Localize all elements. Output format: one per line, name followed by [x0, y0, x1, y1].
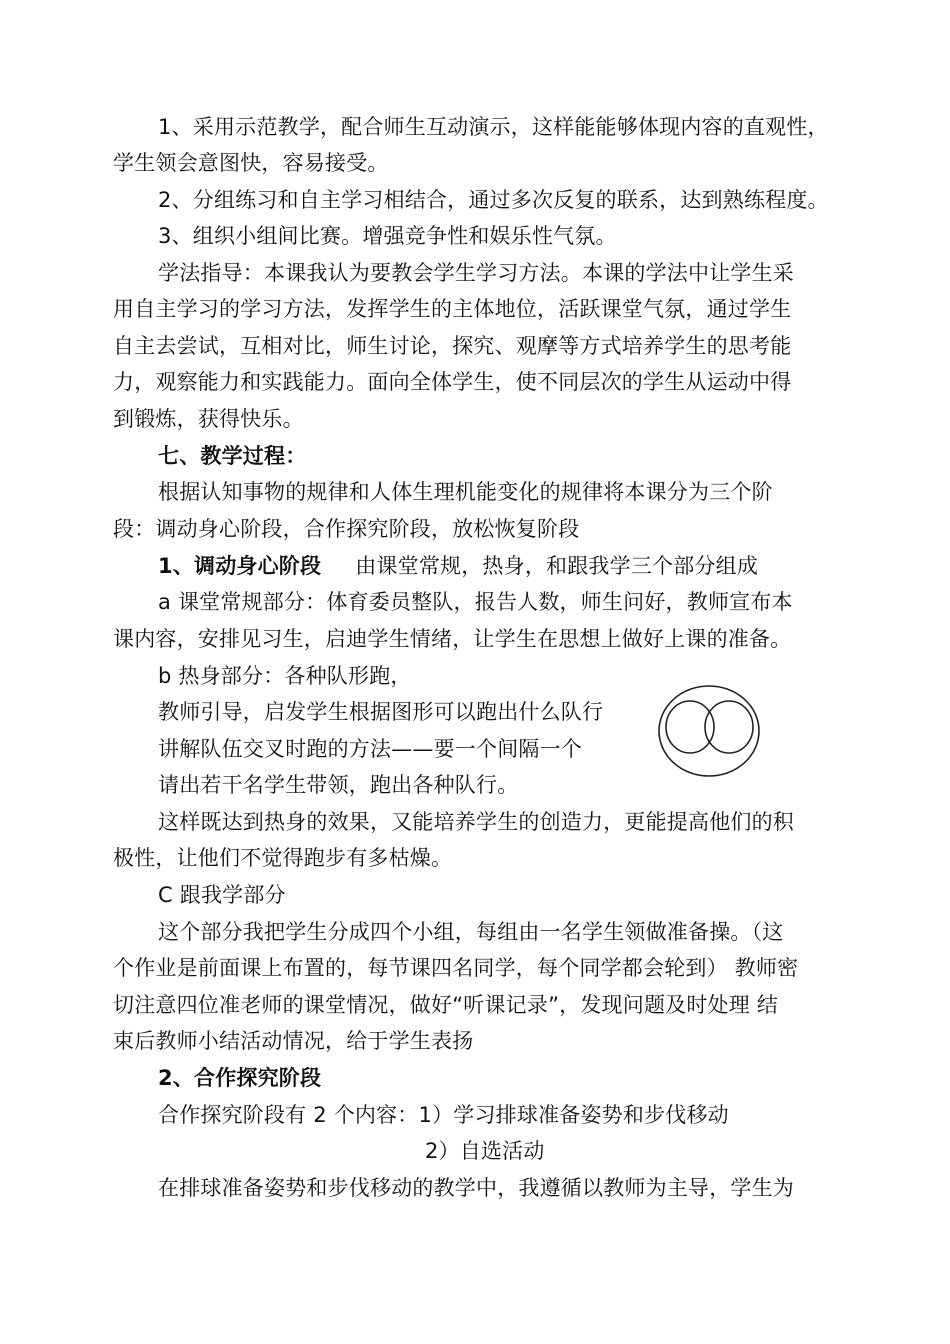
paragraph-line: 极性，让他们不觉得跑步有多枯燥。 [113, 846, 453, 870]
paragraph-line: 束后教师小结活动情况，给于学生表扬 [113, 1029, 474, 1053]
outer-circle [659, 686, 759, 776]
paragraph-line: 自主去尝试，互相对比，师生讨论，探究、观摩等方式培养学生的思考能 [113, 334, 792, 358]
paragraph-line: C 跟我学部分 [158, 883, 286, 907]
paragraph-line: 学法指导：本课我认为要教会学生学习方法。本课的学法中让学生采 [158, 261, 794, 285]
paragraph-line: 课内容，安排见习生，启迪学生情绪，让学生在思想上做好上课的准备。 [113, 627, 792, 651]
paragraph-line: 在排球准备姿势和步伐移动的教学中，我遵循以教师为主导，学生为 [158, 1176, 794, 1200]
paragraph-line: 力，观察能力和实践能力。面向全体学生，使不同层次的学生从运动中得 [113, 370, 792, 394]
stage-description: 由课堂常规，热身，和跟我学三个部分组成 [355, 554, 759, 578]
paragraph-line: 根据认知事物的规律和人体生理机能变化的规律将本课分为三个阶 [158, 480, 773, 504]
paragraph-line: 切注意四位准老师的课堂情况，做好“听课记录”，发现问题及时处理 结 [113, 993, 779, 1017]
paragraph-line: 到锻炼，获得快乐。 [113, 407, 304, 431]
paragraph-line: 学生领会意图快，容易接受。 [113, 151, 389, 175]
paragraph-line: 讲解队伍交叉时跑的方法——要一个间隔一个 [158, 737, 582, 761]
paragraph-line: 个作业是前面课上布置的，每节课四名同学，每个同学都会轮到） 教师密 [113, 956, 799, 980]
paragraph-line: 2、分组练习和自主学习相结合，通过多次反复的联系，达到熟练程度。 [158, 188, 829, 212]
section-heading: 2、合作探究阶段 [158, 1066, 322, 1090]
running-formation-diagram [655, 683, 763, 779]
left-inner-circle [666, 701, 714, 753]
paragraph-line: a 课堂常规部分：体育委员整队，报告人数，师生问好，教师宣布本 [158, 590, 793, 614]
paragraph-line: 请出若干名学生带领，跑出各种队行。 [158, 773, 519, 797]
paragraph-line: 段：调动身心阶段，合作探究阶段，放松恢复阶段 [113, 517, 580, 541]
right-inner-circle [705, 701, 753, 753]
paragraph-line: 1、采用示范教学，配合师生互动演示，这样能能够体现内容的直观性， [158, 115, 829, 139]
paragraph-line: 这个部分我把学生分成四个小组，每组由一名学生领做准备操。（这 [158, 920, 784, 944]
paragraph-line: b 热身部分：各种队形跑， [158, 664, 412, 688]
stage-heading: 1、调动身心阶段 [158, 554, 322, 578]
section-heading: 七、教学过程： [158, 444, 307, 468]
paragraph-line: 3、组织小组间比赛。增强竞争性和娱乐性气氛。 [158, 224, 617, 248]
stage-line [158, 551, 758, 581]
paragraph-line: 教师引导，启发学生根据图形可以跑出什么队行 [158, 700, 604, 724]
paragraph-line: 用自主学习的学习方法，发挥学生的主体地位，活跃课堂气氛，通过学生 [113, 297, 792, 321]
paragraph-line: 这样既达到热身的效果，又能培养学生的创造力，更能提高他们的积 [158, 810, 794, 834]
paragraph-line: 2）自选活动 [425, 1139, 545, 1163]
paragraph-line: 合作探究阶段有 2 个内容：1）学习排球准备姿势和步伐移动 [158, 1103, 729, 1127]
